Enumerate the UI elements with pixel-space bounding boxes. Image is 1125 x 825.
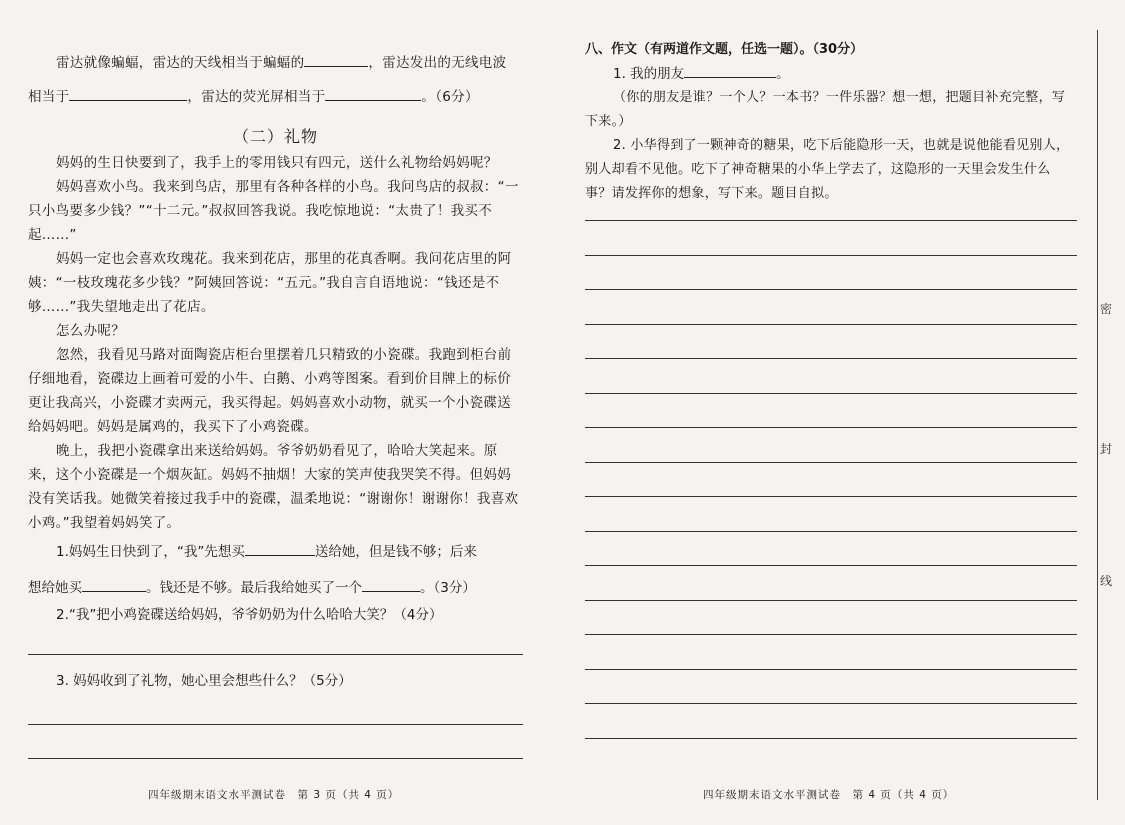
composition-line[interactable] (585, 220, 1077, 221)
binding-line (1097, 30, 1098, 800)
q3-answer-line-2[interactable] (28, 758, 523, 759)
composition-line[interactable] (585, 427, 1077, 428)
composition-line[interactable] (585, 289, 1077, 290)
right-page (585, 0, 1077, 825)
topic1-end: 。 (776, 66, 790, 82)
q2-text: 2.“我”把小鸡瓷碟送给妈妈，爷爷奶奶为什么哈哈大笑？（4分） (56, 607, 443, 623)
q1-blank-3[interactable] (362, 577, 420, 592)
footer-page-4: 四年级期末语文水平测试卷 第 4 页（共 4 页） (703, 789, 955, 801)
story-paragraph-5: 忽然，我看见马路对面陶瓷店柜台里摆着几只精致的小瓷碟。我跑到柜台前仔细地看，瓷碟边上画着可爱的小牛、白鹅、小鸡等图案。看到价目牌上的标价更让我高兴，小瓷碟才卖两元，我买得起。妈妈喜欢小动物，就买一个小瓷碟送给妈妈吧。妈妈是属鸡的，我买下了小鸡瓷碟。 (28, 347, 512, 435)
q1-text-a: 1.妈妈生日快到了，“我”先想买 (56, 544, 245, 560)
binding-char-mi: 密 (1100, 302, 1113, 316)
q2-answer-line[interactable] (28, 654, 523, 655)
radar-blank-2[interactable] (69, 86, 187, 101)
section-title: （二）礼物 (232, 127, 318, 146)
q1-text-e: 。（3分） (420, 580, 476, 596)
radar-text-2: ，雷达发出的无线电波 (368, 55, 507, 71)
story-paragraph-1: 妈妈的生日快要到了，我手上的零用钱只有四元，送什么礼物给妈妈呢？ (56, 155, 498, 171)
q1-text-b: 送给她，但是钱不够；后来 (314, 544, 477, 560)
composition-line[interactable] (585, 531, 1077, 532)
story-paragraph-6: 晚上，我把小瓷碟拿出来送给妈妈。爷爷奶奶看见了，哈哈大笑起来。原来，这个小瓷碟是一个烟灰缸。妈妈不抽烟！大家的笑声使我哭笑不得。但妈妈没有笑话我。她微笑着接过我手中的瓷碟，温柔地说：“谢谢你！谢谢你！我喜欢小鸡。”我望着妈妈笑了。 (28, 443, 519, 531)
radar-blank-1[interactable] (304, 52, 368, 67)
story-paragraph-4: 怎么办呢？ (56, 323, 125, 339)
topic1-text: 1. 我的朋友 (613, 66, 685, 82)
binding-char-feng: 封 (1100, 442, 1113, 456)
q3-answer-line-1[interactable] (28, 724, 523, 725)
topic2-text: 2. 小华得到了一颗神奇的糖果，吃下后能隐形一天，也就是说他能看见别人，别人却看不见他。吃下了神奇糖果的小华上学去了，这隐形的一天里会发生什么事？请发挥你的想象，写下来。题目自拟。 (585, 138, 1070, 201)
story-paragraph-2: 妈妈喜欢小鸟。我来到鸟店，那里有各种各样的小鸟。我问鸟店的叔叔：“一只小鸟要多少钱？”“十二元。”叔叔回答我说。我吃惊地说：“太贵了！我买不起……” (28, 179, 519, 243)
q1-text-d: 。钱还是不够。最后我给她买了一个 (146, 580, 362, 596)
story-paragraph-3: 妈妈一定也会喜欢玫瑰花。我来到花店，那里的花真香啊。我问花店里的阿姨：“一枝玫瑰花多少钱？”阿姨回答说：“五元。”我自言自语地说：“钱还是不够……”我失望地走出了花店。 (28, 251, 512, 315)
composition-line[interactable] (585, 565, 1077, 566)
composition-line[interactable] (585, 496, 1077, 497)
composition-line[interactable] (585, 634, 1077, 635)
radar-text-1: 雷达就像蝙蝠，雷达的天线相当于蝙蝠的 (56, 55, 305, 71)
composition-line[interactable] (585, 703, 1077, 704)
q1-blank-1[interactable] (245, 541, 315, 556)
composition-line[interactable] (585, 738, 1077, 739)
composition-line[interactable] (585, 358, 1077, 359)
radar-text-3: 相当于 (28, 89, 70, 105)
question-3 (28, 669, 523, 693)
radar-question (28, 52, 523, 108)
q1-blank-2[interactable] (82, 577, 146, 592)
composition-line[interactable] (585, 393, 1077, 394)
composition-line[interactable] (585, 600, 1077, 601)
q3-text: 3. 妈妈收到了礼物，她心里会想些什么？（5分） (56, 673, 352, 689)
left-page (28, 0, 523, 825)
section-two (28, 118, 523, 535)
topic1-blank[interactable] (684, 63, 776, 78)
footer-page-3: 四年级期末语文水平测试卷 第 3 页（共 4 页） (148, 789, 400, 801)
composition-line[interactable] (585, 255, 1077, 256)
radar-blank-3[interactable] (325, 86, 421, 101)
composition-section (585, 38, 1077, 206)
composition-heading: 八、作文（有两道作文题，任选一题）。（30分） (585, 42, 864, 57)
binding-char-xian: 线 (1100, 574, 1113, 588)
radar-text-5: 。（6分） (421, 89, 479, 105)
topic1-note: （你的朋友是谁？一个人？一本书？一件乐器？想一想，把题目补充完整，写下来。） (585, 90, 1066, 129)
question-2 (28, 603, 523, 627)
composition-line[interactable] (585, 669, 1077, 670)
radar-text-4: ，雷达的荧光屏相当于 (187, 89, 326, 105)
composition-line[interactable] (585, 462, 1077, 463)
composition-line[interactable] (585, 324, 1077, 325)
q1-text-c: 想给她买 (28, 580, 82, 596)
question-1 (28, 540, 523, 600)
